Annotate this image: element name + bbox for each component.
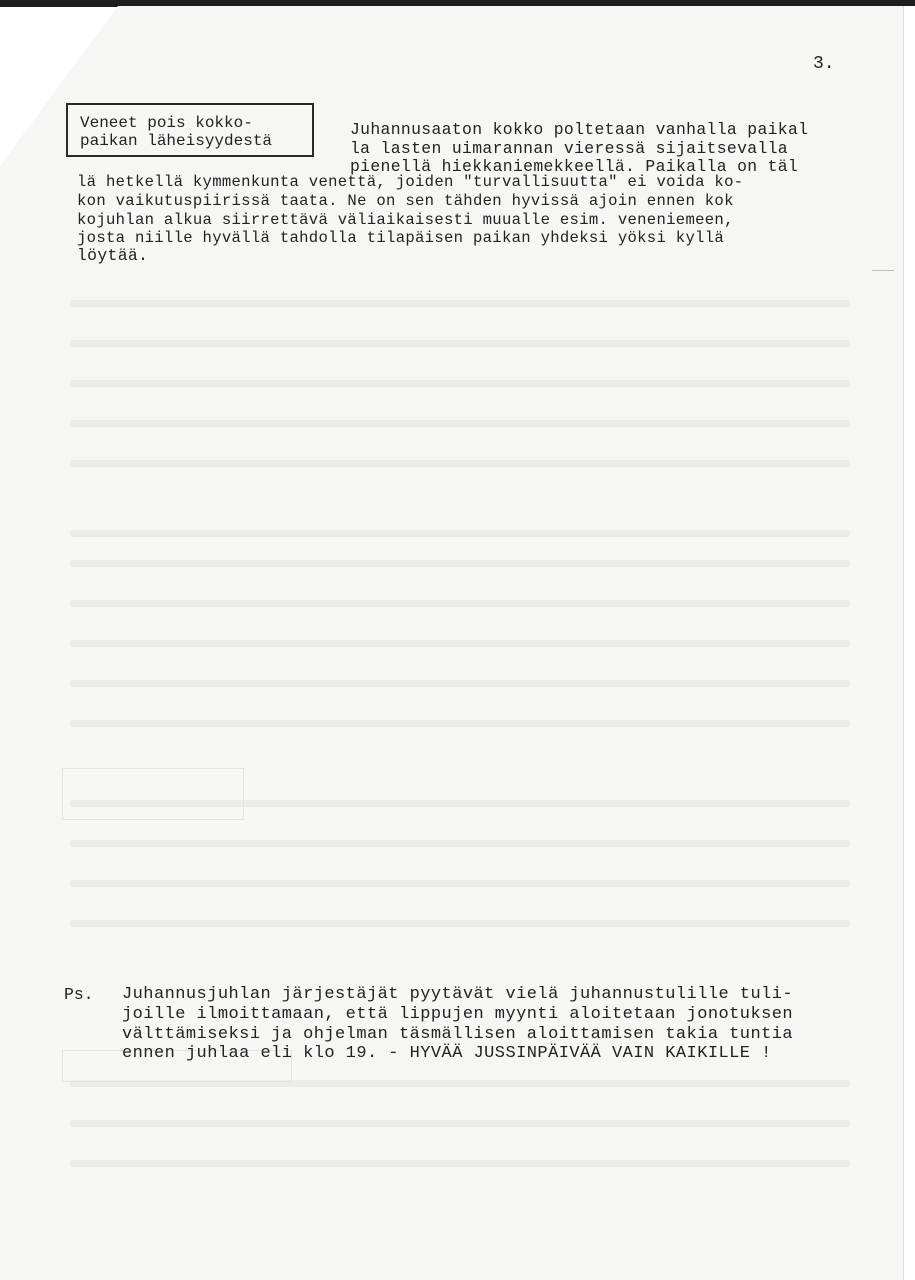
ps-line: ennen juhlaa eli klo 19. - HYVÄÄ JUSSINPÄIVÄÄ VAIN KAIKILLE ! [122,1044,772,1063]
scan-top-edge [0,0,915,7]
article-line: pienellä hiekkaniemekkeellä. Paikalla on täl [350,157,799,176]
article-line: kojuhlan alkua siirrettävä väliaikaisesti muualle esim. veneniemeen, [77,211,734,229]
article-line: la lasten uimarannan vieressä sijaitsevalla [350,139,788,158]
sidebar-heading-line-2: paikan läheisyydestä [80,132,273,150]
edge-mark [872,270,894,271]
ps-line: joille ilmoittamaan, että lippujen myynti aloitetaan jonotuksen [122,1005,794,1024]
article-line: Juhannusaaton kokko poltetaan vanhalla paikal [350,120,809,139]
sidebar-heading-line-1: Veneet pois kokko- [80,114,253,132]
ps-line: Juhannusjuhlan järjestäjät pyytävät vielä juhannustulille tuli- [122,985,794,1004]
article-line: kon vaikutuspiirissä taata. Ne on sen tähden hyvissä ajoin ennen kok [77,192,734,210]
sidebar-heading-box [66,103,314,157]
article-line: josta niille hyvällä tahdolla tilapäisen paikan yhdeksi yöksi kyllä [77,229,725,247]
page-number: 3. [813,54,835,74]
scan-right-edge [903,6,915,1280]
article-line: löytää. [77,246,149,265]
article-line: lä hetkellä kymmenkunta venettä, joiden "turvallisuutta" ei voida ko- [77,173,744,191]
ps-line: välttämiseksi ja ohjelman täsmällisen aloittamisen takia tuntia [122,1025,794,1044]
ps-label: Ps. [64,985,94,1004]
